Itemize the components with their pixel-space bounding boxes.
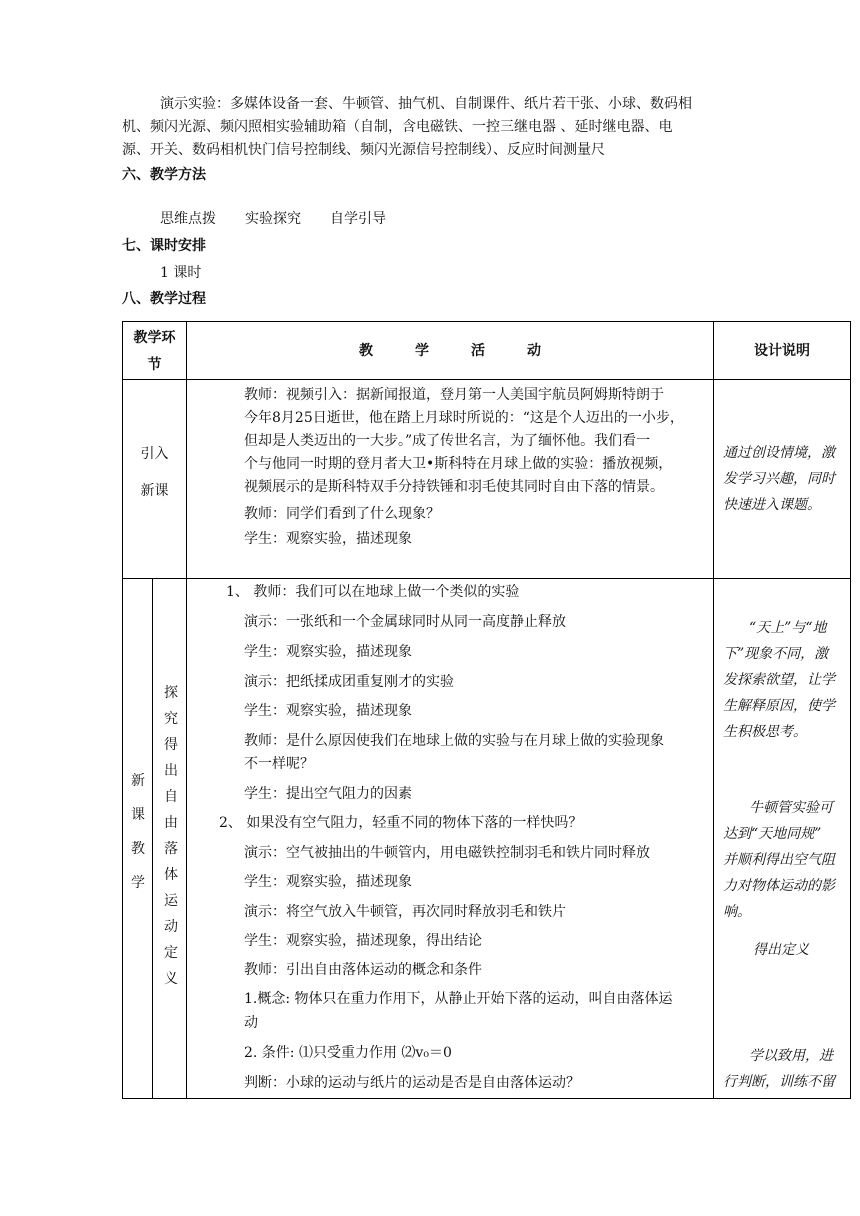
row1-line-3: 但却是人类迈出的一大步。”成了传世名言，为了缅怀他。我们看一 <box>244 433 651 449</box>
row1-note-line-3: 快速进入课题。 <box>723 497 821 513</box>
row2-inner-label-5: 自 <box>164 789 178 805</box>
row2-note-line-7: 达到“天地同规” <box>723 826 822 842</box>
row1-note-line-2: 发学习兴趣，同时 <box>723 471 835 487</box>
row1-label-line2: 新课 <box>140 483 169 499</box>
row1-line-7: 学生：观察实验，描述现象 <box>244 531 412 547</box>
row1-line-5: 视频展示的是斯科特双手分持铁锤和羽毛使其同时自由下落的情景。 <box>244 479 664 495</box>
row2-line-13: 学生：观察实验，描述现象，得出结论 <box>244 933 482 949</box>
row1-line-2: 今年8月25日逝世，他在踏上月球时所说的：“这是个人迈出的一小步， <box>244 410 684 426</box>
method-2: 实验探究 <box>245 211 301 227</box>
row2-note-line-3: 发探索欲望，让学 <box>723 672 835 688</box>
col-divider-1 <box>186 322 187 1098</box>
method-1: 思维点拨 <box>160 211 216 227</box>
row1-line-6: 教师：同学们看到了什么现象？ <box>244 506 440 522</box>
col-divider-2 <box>713 322 714 1098</box>
row2-inner-label-7: 落 <box>164 841 178 857</box>
row2-note-line-1: “天上”与“地 <box>749 620 827 636</box>
row2-line-17: 2. 条件: ⑴只受重力作用 ⑵v₀＝0 <box>244 1045 452 1061</box>
row2-outer-label-3: 教 <box>131 841 145 857</box>
row2-line-8: 学生：提出空气阻力的因素 <box>244 786 412 802</box>
row2-inner-label-2: 究 <box>164 711 178 727</box>
sub-col-divider <box>152 578 153 1098</box>
row2-line-7: 不一样呢？ <box>244 756 314 772</box>
row2-note-line-6: 牛顿管实验可 <box>749 800 833 816</box>
row2-line-3: 学生：观察实验，描述现象 <box>244 644 412 660</box>
row2-outer-label-1: 新 <box>131 773 145 789</box>
row1-note-line-1: 通过创设情境，激 <box>723 445 835 461</box>
row2-note-line-8: 并顺利得出空气阻 <box>723 852 835 868</box>
row2-note-line-12: 学以致用，进 <box>749 1048 833 1064</box>
row2-line-18: 判断：小球的运动与纸片的运动是否是自由落体运动？ <box>244 1075 580 1091</box>
row2-line-4: 演示：把纸揉成团重复刚才的实验 <box>244 674 454 690</box>
intro-line-2: 机、频闪光源、频闪照相实验辅助箱（自制，含电磁铁、一控三继电器 、延时继电器、电 <box>122 119 673 135</box>
section-8-title: 八、教学过程 <box>122 291 206 307</box>
intro-line-3: 源、开关、数码相机快门信号控制线、频闪光源信号控制线）、反应时间测量尺 <box>122 142 605 158</box>
header-col2: 教 学 活 动 <box>359 343 541 359</box>
header-col1-line2: 节 <box>147 357 162 373</box>
row2-line-15: 1.概念: 物体只在重力作用下，从静止开始下落的运动，叫自由落体运 <box>244 991 673 1007</box>
row-1-divider <box>123 578 850 579</box>
row2-note-line-9: 力对物体运动的影 <box>723 878 835 894</box>
row2-note-line-10: 响。 <box>723 904 751 920</box>
row2-inner-label-9: 运 <box>164 893 178 909</box>
header-row-divider <box>123 379 850 380</box>
header-col1-line1: 教学环 <box>133 330 176 346</box>
header-col3: 设计说明 <box>754 343 810 359</box>
intro-line-1: 演示实验：多媒体设备一套、牛顿管、抽气机、自制课件、纸片若干张、小球、数码相 <box>160 96 692 112</box>
row2-line-16: 动 <box>244 1015 258 1031</box>
row2-inner-label-3: 得 <box>164 737 178 753</box>
row2-note-line-2: 下”现象不同，激 <box>723 646 829 662</box>
row2-line-9: 2、 如果没有空气阻力，轻重不同的物体下落的一样快吗？ <box>219 815 583 831</box>
row2-inner-label-6: 由 <box>164 815 178 831</box>
row2-inner-label-1: 探 <box>164 685 178 701</box>
row1-line-4: 个与他同一时期的登月者大卫•斯科特在月球上做的实验：播放视频， <box>244 456 673 472</box>
method-3: 自学引导 <box>330 211 386 227</box>
row2-inner-label-8: 体 <box>164 867 178 883</box>
row2-line-2: 演示：一张纸和一个金属球同时从同一高度静止释放 <box>244 614 566 630</box>
row2-inner-label-12: 义 <box>164 971 178 987</box>
class-hours: 1 课时 <box>160 265 202 281</box>
row2-line-1: 1、 教师：我们可以在地球上做一个类似的实验 <box>226 584 520 600</box>
row2-line-6: 教师：是什么原因使我们在地球上做的实验与在月球上做的实验现象 <box>244 733 664 749</box>
row2-line-12: 演示：将空气放入牛顿管，再次同时释放羽毛和铁片 <box>244 904 566 920</box>
row1-label-line1: 引入 <box>140 446 169 462</box>
row2-outer-label-2: 课 <box>131 807 145 823</box>
row2-note-line-4: 生解释原因，使学 <box>723 698 835 714</box>
row2-inner-label-4: 出 <box>164 763 178 779</box>
teaching-process-table <box>122 321 851 1099</box>
row2-note-line-5: 生积极思考。 <box>723 724 807 740</box>
row2-outer-label-4: 学 <box>131 875 145 891</box>
row2-inner-label-11: 定 <box>164 945 178 961</box>
row2-note-line-11: 得出定义 <box>753 942 809 958</box>
row2-line-11: 学生：观察实验，描述现象 <box>244 874 412 890</box>
row2-line-5: 学生：观察实验，描述现象 <box>244 703 412 719</box>
row2-line-10: 演示：空气被抽出的牛顿管内，用电磁铁控制羽毛和铁片同时释放 <box>244 845 650 861</box>
row2-note-line-13: 行判断，训练不留 <box>723 1074 835 1090</box>
row2-line-14: 教师：引出自由落体运动的概念和条件 <box>244 962 482 978</box>
section-7-title: 七、课时安排 <box>122 238 206 254</box>
row1-line-1: 教师：视频引入：据新闻报道，登月第一人美国宇航员阿姆斯特朗于 <box>244 387 664 403</box>
section-6-title: 六、教学方法 <box>122 167 206 183</box>
row2-inner-label-10: 动 <box>164 919 178 935</box>
